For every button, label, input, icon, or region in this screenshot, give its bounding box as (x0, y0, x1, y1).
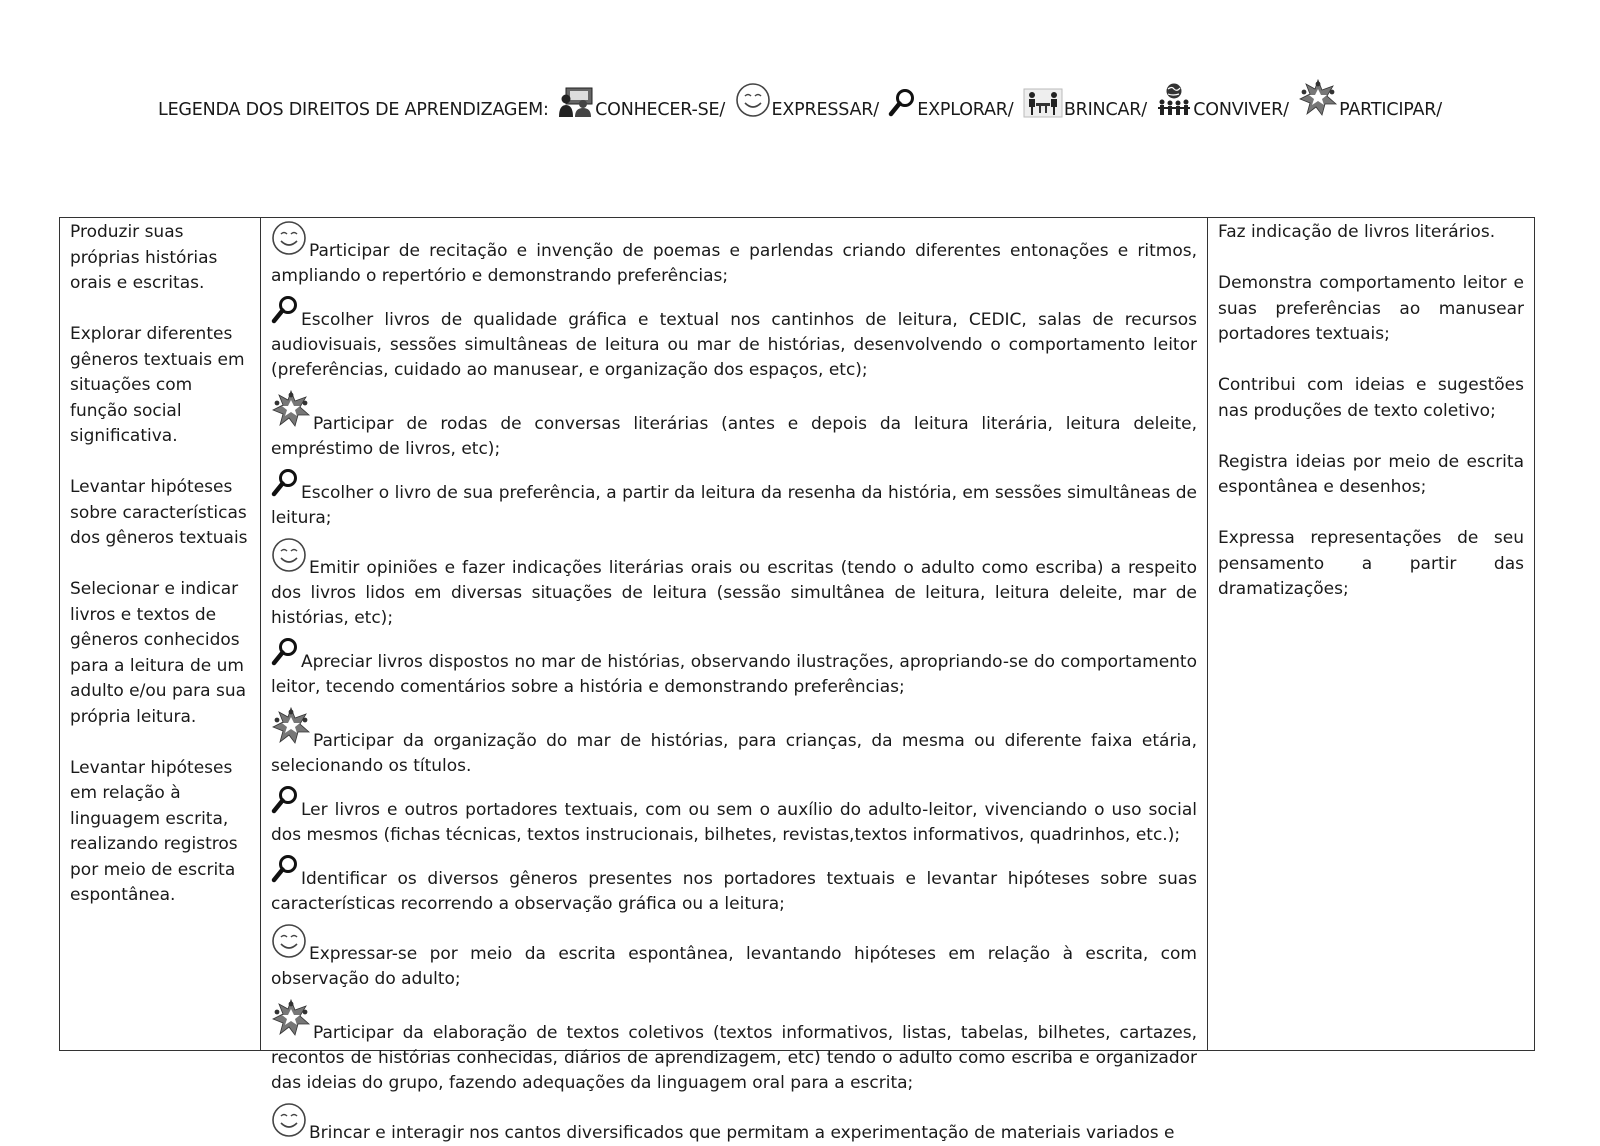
legend-title: LEGENDA DOS DIREITOS DE APRENDIZAGEM: (158, 100, 549, 120)
activity-text: Escolher livros de qualidade gráfica e textual nos cantinhos de leitura, CEDIC, salas de recursos audiovisuais, sessões simultâneas de leitura ou mar de histórias, desenvolvendo o comportamento leitor (preferências, cuidado ao manusear, e organização dos espaços, etc); (271, 310, 1197, 380)
legend-label: EXPRESSAR/ (771, 100, 879, 120)
star-people-icon (271, 998, 311, 1046)
activity-item (271, 295, 1197, 383)
assessment-item: Registra ideias por meio de escrita espontânea e desenhos; (1218, 451, 1524, 497)
objective-item: Produzir suas próprias histórias orais e escritas. (70, 222, 218, 293)
legend-item-expressar (731, 100, 879, 120)
star-people-icon (271, 706, 311, 754)
activity-item (271, 854, 1197, 917)
smiley-icon (735, 82, 771, 118)
magnifier-icon (271, 295, 299, 333)
activity-item (271, 468, 1197, 531)
assessment-item: Demonstra comportamento leitor e suas preferências ao manusear portadores textuais; (1218, 273, 1524, 344)
activity-text: Expressar-se por meio da escrita espontânea, levantando hipóteses em relação à escrita, com observação do adulto; (271, 944, 1197, 989)
activity-text: Emitir opiniões e fazer indicações literárias orais ou escritas (tendo o adulto como escriba) a respeito dos livros lidos em diversas situações de leitura (sessão simultânea de leitura, leitura deleite, mar de histórias, etc); (271, 558, 1197, 628)
activity-item (271, 706, 1197, 779)
activities-column (261, 218, 1208, 1143)
assessment-item: Contribui com ideias e sugestões nas produções de texto coletivo; (1218, 375, 1524, 421)
curriculum-table (59, 217, 1535, 1143)
objective-item: Levantar hipóteses sobre características dos gêneros textuais (70, 477, 248, 548)
legend-item-conviver (1152, 100, 1289, 120)
smiley-icon (271, 923, 307, 967)
smiley-icon (271, 1102, 307, 1146)
activity-text: Participar de recitação e invenção de poemas e parlendas criando diferentes entonações e ritmos, ampliando o repertório e demonstrando preferências; (271, 241, 1197, 286)
legend-label: CONVIVER/ (1193, 100, 1289, 120)
assessment-item: Faz indicação de livros literários. (1218, 222, 1496, 242)
activity-item (271, 785, 1197, 848)
activity-text: Apreciar livros dispostos no mar de histórias, observando ilustrações, apropriando-se do comportamento leitor, tecendo comentários sobre a história e demonstrando preferências; (271, 652, 1197, 697)
smiley-icon (271, 220, 307, 264)
activity-text: Participar da organização do mar de histórias, para crianças, da mesma ou diferente faixa etária, selecionando os títulos. (271, 731, 1197, 776)
play-icon (1023, 88, 1063, 118)
assessment-column (1208, 218, 1534, 1050)
magnifier-icon (271, 468, 299, 506)
activity-item (271, 998, 1197, 1096)
magnifier-icon (888, 88, 916, 118)
smiley-icon (271, 537, 307, 581)
activity-text: Ler livros e outros portadores textuais, com ou sem o auxílio do adulto-leitor, vivenciando o uso social dos mesmos (fichas técnicas, textos instrucionais, bilhetes, revistas,textos informativos, quadrinhos, etc.); (271, 800, 1197, 845)
legend-label: PARTICIPAR/ (1339, 100, 1442, 120)
activity-text: Identificar os diversos gêneros presentes nos portadores textuais e levantar hipóteses sobre suas características recorrendo a observação gráfica ou a leitura; (271, 869, 1197, 914)
activity-item (271, 637, 1197, 700)
activity-text: Escolher o livro de sua preferência, a partir da leitura da resenha da história, em sessões simultâneas de leitura; (271, 483, 1197, 528)
activity-item (271, 389, 1197, 462)
objective-item: Explorar diferentes gêneros textuais em situações com função social significativa. (70, 324, 245, 446)
objective-item: Levantar hipóteses em relação à linguagem escrita, realizando registros por meio de escrita espontânea. (70, 757, 238, 905)
star-people-icon (271, 389, 311, 437)
globe-people-icon (1156, 82, 1192, 118)
legend-item-conhecer (554, 100, 725, 120)
legend-label: BRINCAR/ (1063, 100, 1147, 120)
magnifier-icon (271, 854, 299, 892)
activity-text: Brincar e interagir nos cantos diversificados que permitam a experimentação de materiais variados e (309, 1123, 1175, 1143)
activity-text: Participar de rodas de conversas literárias (antes e depois da leitura literária, leitura deleite, empréstimo de livros, etc); (271, 414, 1197, 459)
magnifier-icon (271, 637, 299, 675)
legend-label: CONHECER-SE/ (595, 100, 726, 120)
magnifier-icon (271, 785, 299, 823)
activity-text: Participar da elaboração de textos coletivos (textos informativos, listas, tabelas, bilhetes, cartazes, recontos de histórias conhecidas, diários de aprendizagem, etc) tendo o adulto como escriba e organizador das ideias do grupo, fazendo adequações da linguagem oral para a escrita; (271, 1023, 1197, 1093)
activity-item (271, 220, 1197, 289)
star-people-icon (1298, 78, 1338, 118)
objective-item: Selecionar e indicar livros e textos de gêneros conhecidos para a leitura de um adulto e/ou para sua própria leitura. (70, 579, 247, 727)
objectives-column (60, 218, 261, 1050)
activity-item (271, 537, 1197, 631)
legend-item-participar (1294, 100, 1442, 120)
people-board-icon (558, 86, 594, 118)
legend-label: EXPLORAR/ (917, 100, 1014, 120)
legend-bar (0, 78, 1600, 120)
activity-item (271, 923, 1197, 992)
legend-item-explorar (884, 100, 1013, 120)
assessment-item: Expressa representações de seu pensamento a partir das dramatizações; (1218, 528, 1524, 599)
legend-item-brincar (1019, 100, 1147, 120)
activity-item (271, 1102, 1197, 1146)
